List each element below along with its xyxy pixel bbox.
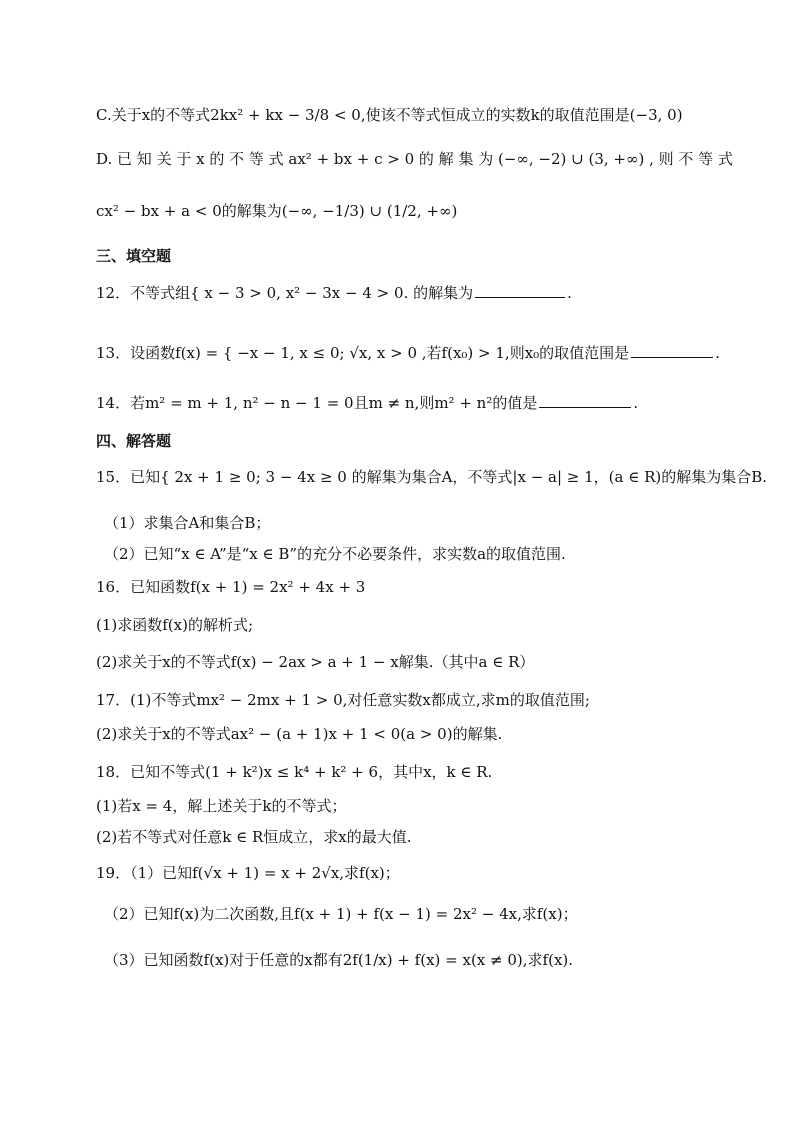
question-14-text: 14．若m² = m + 1, n² − n − 1 = 0且m ≠ n,则m² + n²的值是 xyxy=(96,394,538,412)
section-answer-title: 四、解答题 xyxy=(96,432,172,450)
answer-blank-12[interactable] xyxy=(475,281,565,298)
question-16: 16．已知函数f(x + 1) = 2x² + 4x + 3 xyxy=(96,578,366,596)
question-13-text: 13．设函数f(x) = { −x − 1, x ≤ 0; √x, x > 0 ,若f(x₀) > 1,则x₀的取值范围是 xyxy=(96,344,630,362)
question-12-text: 12．不等式组{ x − 3 > 0, x² − 3x − 4 > 0. 的解集为 xyxy=(96,284,474,302)
answer-blank-14[interactable] xyxy=(539,391,631,408)
option-d-line1: D. 已 知 关 于 x 的 不 等 式 ax² + bx + c > 0 的 解 集 为 (−∞, −2) ∪ (3, +∞) , 则 不 等 式 xyxy=(96,150,733,168)
question-13: 13．设函数f(x) = { −x − 1, x ≤ 0; √x, x > 0 ,若f(x₀) > 1,则x₀的取值范围是 . xyxy=(96,341,720,364)
question-18: 18．已知不等式(1 + k²)x ≤ k⁴ + k² + 6，其中x，k ∈ R. xyxy=(96,763,493,781)
option-d-line2: cx² − bx + a < 0的解集为(−∞, −1/3) ∪ (1/2, +∞) xyxy=(96,202,458,220)
question-18-part-2: (2)若不等式对任意k ∈ R恒成立，求x的最大值. xyxy=(96,828,412,846)
question-17-part-2: (2)求关于x的不等式ax² − (a + 1)x + 1 < 0(a > 0)的解集. xyxy=(96,725,503,743)
section-fill-in-title: 三、填空题 xyxy=(96,247,172,265)
question-15-part-1: （1）求集合A和集合B； xyxy=(104,514,271,532)
question-17-part-1: 17．(1)不等式mx² − 2mx + 1 > 0,对任意实数x都成立,求m的取值范围; xyxy=(96,691,590,709)
question-12: 12．不等式组{ x − 3 > 0, x² − 3x − 4 > 0. 的解集为 . xyxy=(96,281,572,304)
question-16-part-1: (1)求函数f(x)的解析式; xyxy=(96,616,254,634)
question-19-part-2: （2）已知f(x)为二次函数,且f(x + 1) + f(x − 1) = 2x² − 4x,求f(x)； xyxy=(104,905,578,923)
question-19-part-3: （3）已知函数f(x)对于任意的x都有2f(1/x) + f(x) = x(x ≠ 0),求f(x). xyxy=(104,951,574,969)
answer-blank-13[interactable] xyxy=(631,341,713,358)
question-15: 15．已知{ 2x + 1 ≥ 0; 3 − 4x ≥ 0 的解集为集合A，不等式|x − a| ≥ 1，(a ∈ R)的解集为集合B. xyxy=(96,468,768,486)
question-16-part-2: (2)求关于x的不等式f(x) − 2ax > a + 1 − x解集.（其中a ∈ R） xyxy=(96,653,535,671)
question-14: 14．若m² = m + 1, n² − n − 1 = 0且m ≠ n,则m² + n²的值是 . xyxy=(96,391,638,414)
question-18-part-1: (1)若x = 4，解上述关于k的不等式； xyxy=(96,797,347,815)
option-c: C.关于x的不等式2kx² + kx − 3/8 < 0,使该不等式恒成立的实数k的取值范围是(−3, 0) xyxy=(96,106,683,124)
question-19-part-1: 19．（1）已知f(√x + 1) = x + 2√x,求f(x)； xyxy=(96,864,400,882)
question-15-part-2: （2）已知“x ∈ A”是“x ∈ B”的充分不必要条件，求实数a的取值范围. xyxy=(104,545,566,563)
